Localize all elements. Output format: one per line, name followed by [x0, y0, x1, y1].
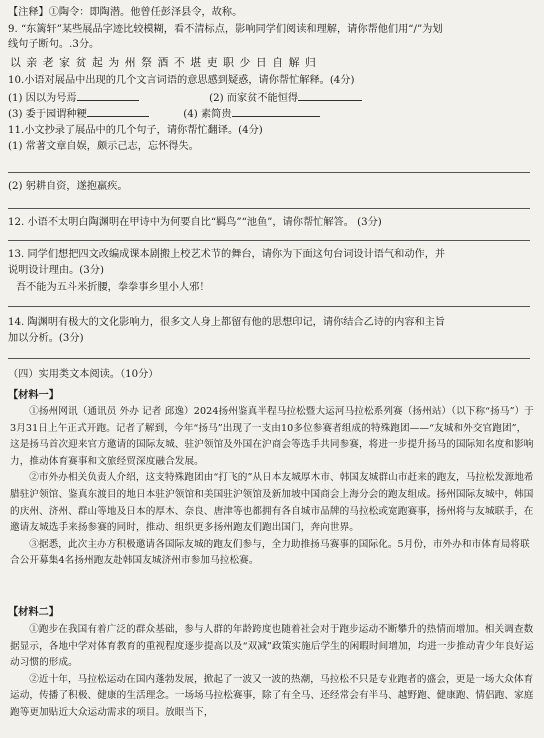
- q9-line1: 9. “东篱轩”某些展品字迹比较模糊，看不清标点，影响同学们阅读和理解，请你帮他们用“/”为划: [8, 24, 443, 35]
- answer-line[interactable]: [8, 306, 530, 307]
- char: 老: [42, 56, 54, 69]
- char: 家: [59, 56, 70, 69]
- section-heading: （四）实用类文本阅读。（10分）: [8, 369, 159, 380]
- material-one-title: 【材料一】: [8, 389, 59, 401]
- q10-item4: (4) 素简贵: [183, 109, 232, 120]
- material-one-body: [10, 404, 536, 570]
- answer-blank[interactable]: [87, 106, 149, 117]
- q13-quote: 吾不能为五斗米折腰，拳拳事乡里小人邪！: [16, 282, 210, 293]
- q13-line1: 13. 同学们想把四文改编成课本剧搬上校艺术节的舞台，请你为下面这句台词设计语气和动作，并: [8, 249, 446, 260]
- char: 吏: [206, 56, 218, 69]
- char: 少: [239, 56, 251, 69]
- char: 归: [305, 56, 316, 69]
- q14-line2: 加以分析。(3分): [8, 333, 84, 344]
- q10-row1: [8, 90, 538, 106]
- char: 堪: [190, 56, 202, 69]
- annotation-note: 【注释】①陶令：即陶潜。他曾任彭泽县令，故称。: [8, 7, 243, 18]
- q14-line1: 14. 陶渊明有极大的文化影响力，很多文人身上都留有他的思想印记，请你结合乙诗的内容和主旨: [8, 317, 446, 328]
- answer-blank[interactable]: [298, 90, 362, 101]
- q11-s2: (2) 躬耕自资，遂抱羸疾。: [8, 181, 128, 192]
- material-two-body: [10, 622, 536, 722]
- char: 起: [91, 56, 103, 69]
- char: 不: [173, 56, 185, 69]
- char: 亲: [26, 56, 38, 69]
- char: 祭: [141, 56, 152, 69]
- char: 日: [255, 56, 267, 69]
- q13-line2: 说明设计理由。(3分): [8, 265, 104, 276]
- q10-item2: (2) 而家贫不能恒得: [209, 93, 299, 104]
- answer-line[interactable]: [8, 240, 530, 241]
- q9-line2: 线句子断句。.3分。: [8, 39, 100, 50]
- q11-s1: (1) 常著文章自娱，颇示己志，忘怀得失。: [8, 141, 199, 152]
- answer-line[interactable]: [8, 208, 530, 209]
- char: 州: [124, 56, 136, 69]
- q9-sentence[interactable]: [10, 56, 538, 70]
- char: 酒: [157, 56, 169, 69]
- q10-stem: 10.小语对展品中出现的几个文言词语的意思感到疑惑，请你帮忙解释。(4分): [8, 75, 355, 86]
- char: 解: [288, 56, 300, 69]
- q10-item3: (3) 委于园谓种粳: [8, 109, 87, 120]
- paragraph: ②市外办相关负责人介绍，这支特殊跑团由“打飞的”从日本友城厚木市、韩国友城群山市赶来的跑友，马拉松发源地希腊驻沪领馆、鉴真东渡目的地日本驻沪领馆和美国驻沪领馆及新加坡中国商会上海分会的跑友组成。扬州国际友城中，韩国的庆州、济州、群山等地及日本的厚木、奈良、唐津等也都拥有各自城市品牌的马拉松或宽跑赛事，扬州将与友城联手，在邀请友城选手来扬参赛的同时，推动、组织更多扬州跑友们跑出国门，奔向世界。: [10, 472, 534, 534]
- char: 贫: [75, 56, 87, 69]
- char: 自: [272, 56, 284, 69]
- char: 为: [108, 56, 120, 69]
- q12-stem: 12. 小语不太明白陶渊明在甲诗中为何要自比“羁鸟”“池鱼”，请你帮忙解答。 (3分): [8, 217, 382, 228]
- char: 职: [223, 56, 234, 69]
- paragraph: ②近十年，马拉松运动在国内蓬勃发展，掀起了一波又一波的热潮，马拉松不只是专业跑者的盛会，更是一场大众体育运动，传播了积极、健康的生活理念。一场场马拉松赛事，除了有全马、还经常会有半马、越野跑、健康跑、情侣跑、家庭跑等更加贴近大众运动需求的项目。放眼当下，: [10, 673, 534, 718]
- answer-line[interactable]: [8, 358, 530, 359]
- q11-stem: 11.小文抄录了展品中的几个句子，请你帮忙翻译。(4分): [8, 125, 263, 136]
- answer-blank[interactable]: [77, 90, 139, 101]
- q10-item1: (1) 因以为号焉: [8, 93, 77, 104]
- answer-blank[interactable]: [232, 106, 320, 117]
- paragraph: ③据悉，此次主办方积极邀请各国际友城的跑友们参与，全力助推扬马赛事的国际化。5月份，市外办和市体育局将联合公开募集4名扬州跑友赴韩国友城济州市参加马拉松赛。: [10, 538, 530, 567]
- q10-row2: [8, 106, 538, 122]
- paragraph: ①扬州网讯（通讯员 外办 记者 邱逸）2024扬州鉴真半程马拉松暨大运河马拉松系列赛（扬州站）（以下称“扬马”）于3月31日上午正式开跑。记者了解到，今年“扬马”出现了一支由10多位参赛者组成的特殊跑团——“友城和外交官跑团”，这是扬马首次迎来官方邀请的国际友城、驻沪领馆及外国在沪商会等选手共同参赛，将进一步提升扬马的国际知名度和影响力，推动体育赛事和文旅经贸深度融合发展。: [10, 406, 534, 467]
- answer-line[interactable]: [8, 172, 530, 173]
- char: 以: [10, 56, 21, 69]
- paragraph: ①跑步在我国有着广泛的群众基础，参与人群的年龄跨度也随着社会对于跑步运动不断攀升的热情而增加。相关调查数据显示，各地中学对体育教育的重视程度逐步提高以及“双减”政策实施后学生的闲暇时间增加，均进一步推动青少年良好运动习惯的形成。: [10, 624, 534, 669]
- material-two-title: 【材料二】: [8, 606, 59, 618]
